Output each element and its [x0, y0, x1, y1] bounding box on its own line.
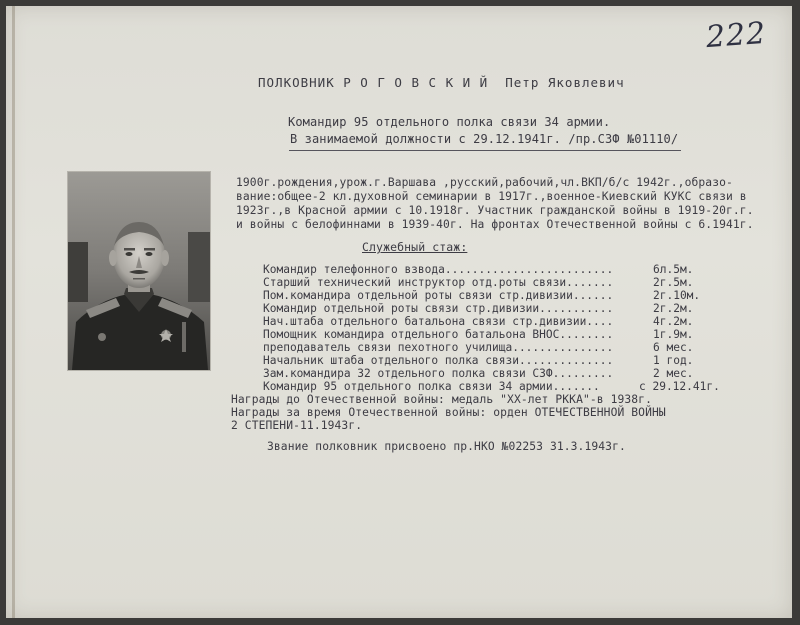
service-row [263, 263, 733, 276]
service-duration: 1 год. [653, 354, 694, 367]
service-duration: 6 мес. [653, 341, 694, 354]
service-duration: 1г.9м. [653, 328, 694, 341]
service-role: Помощник командира отдельного батальона ВНОС........ [263, 328, 614, 341]
service-row [263, 380, 733, 393]
portrait-photo [68, 172, 210, 370]
service-duration: 2 мес. [653, 367, 694, 380]
awards-before-war: Награды до Отечественной войны: медаль "ХХ-лет РККА"-в 1938г. [231, 393, 652, 406]
service-role: Командир 95 отдельного полка связи 34 армии....... [263, 380, 600, 393]
biography-line-1: 1900г.рождения,урож.г.Варшава ,русский,рабочий,чл.ВКП/б/с 1942г.,образо- [236, 176, 733, 189]
awards-during-war: Награды за время Отечественной войны: орден ОТЕЧЕСТВЕННОЙ ВОЙНЫ [231, 406, 666, 419]
service-role: Зам.командира 32 отдельного полка связи СЗФ......... [263, 367, 614, 380]
service-duration: 2г.10м. [653, 289, 701, 302]
service-duration: 4г.2м. [653, 315, 694, 328]
service-row [263, 302, 733, 315]
service-row [263, 276, 733, 289]
document-sheet [6, 6, 792, 618]
service-row [263, 341, 733, 354]
service-role: Командир телефонного взвода......................... [263, 263, 614, 276]
service-role: Пом.командира отдельной роты связи стр.дивизии...... [263, 289, 614, 302]
biography-line-2: вание:общее-2 кл.духовной семинарии в 1917г.,военное-Киевский КУКС связи в [236, 190, 747, 203]
portrait-image [68, 172, 210, 370]
header-underline [289, 150, 681, 151]
service-duration: 2г.5м. [653, 276, 694, 289]
position-line: Командир 95 отдельного полка связи 34 армии. [288, 115, 611, 129]
service-row [263, 367, 733, 380]
rank-assignment: Звание полковник присвоено пр.НКО №02253 31.3.1943г. [267, 440, 626, 453]
appointment-line: В занимаемой должности с 29.12.1941г. /пр.СЗФ №01110/ [290, 132, 679, 146]
person-title: ПОЛКОВНИК Р О Г О В С К И Й Петр Яковлевич [258, 75, 625, 90]
service-role: преподаватель связи пехотного училища............... [263, 341, 614, 354]
archive-page-number: 222 [704, 15, 768, 56]
service-row [263, 289, 733, 302]
service-role: Командир отдельной роты связи стр.дивизии........... [263, 302, 614, 315]
service-duration: 2г.2м. [653, 302, 694, 315]
service-row [263, 354, 733, 367]
biography-line-3: 1923г.,в Красной армии с 10.1918г. Участник гражданской войны в 1919-20г.г. [236, 204, 754, 217]
service-role: Начальник штаба отдельного полка связи.............. [263, 354, 614, 367]
service-duration: 6л.5м. [653, 263, 694, 276]
service-duration: с 29.12.41г. [639, 380, 720, 393]
service-role: Старший технический инструктор отд.роты связи....... [263, 276, 614, 289]
service-role: Нач.штаба отдельного батальона связи стр.дивизии.... [263, 315, 614, 328]
service-row [263, 328, 733, 341]
service-record-heading: Служебный стаж: [362, 240, 468, 254]
biography-line-4: и войны с белофиннами в 1939-40г. На фронтах Отечественной войны с 6.1941г. [236, 218, 754, 231]
service-row [263, 315, 733, 328]
binding-edge [12, 6, 15, 618]
awards-during-war-continued: 2 СТЕПЕНИ-11.1943г. [231, 419, 363, 432]
